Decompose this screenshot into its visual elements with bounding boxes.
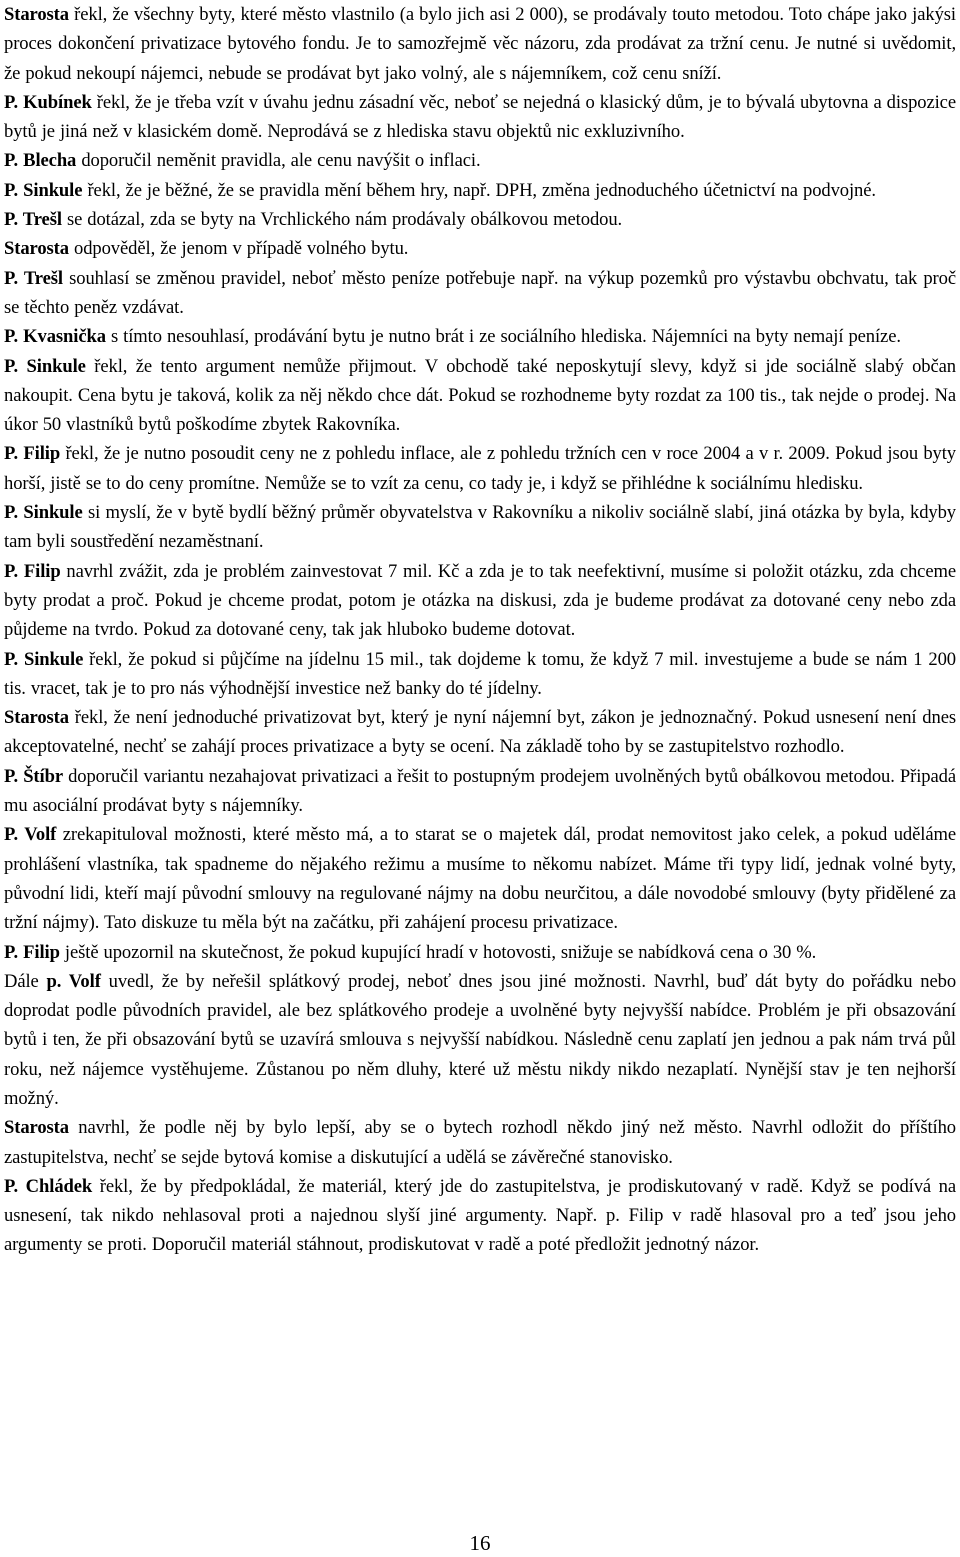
speaker-name: P. Sinkule	[4, 502, 83, 524]
paragraph-text: se dotázal, zda se byty na Vrchlického nám prodávaly obálkovou metodou.	[61, 209, 623, 231]
paragraph-text: s tímto nesouhlasí, prodávání bytu je nutno brát i ze sociálního hlediska. Nájemníci na byty nemají peníze.	[105, 326, 901, 348]
paragraph	[4, 762, 956, 821]
speaker-name: p. Volf	[46, 970, 101, 992]
speaker-name: P. Kubínek	[4, 91, 92, 113]
paragraph	[4, 0, 956, 88]
paragraph	[4, 88, 956, 147]
speaker-name: P. Chládek	[4, 1175, 93, 1197]
speaker-name: P. Filip	[4, 443, 61, 465]
paragraph	[4, 205, 956, 234]
paragraph	[4, 703, 956, 762]
paragraph	[4, 176, 956, 205]
speaker-name: P. Sinkule	[4, 179, 83, 201]
paragraph	[4, 967, 956, 1113]
paragraph	[4, 264, 956, 323]
speaker-name: Starosta	[4, 1117, 69, 1139]
paragraph-text: souhlasí se změnou pravidel, neboť město peníze potřebuje např. na výkup pozemků pro výstavbu obchvatu, tak proč se těchto peněz vzdávat.	[4, 267, 956, 318]
paragraph-text: si myslí, že v bytě bydlí běžný průměr obyvatelstva v Rakovníku a nikoliv sociálně slabí, jiná otázka by byla, kdyby tam byli soustředění nezaměstnaní.	[4, 502, 956, 553]
speaker-name: Starosta	[4, 707, 69, 729]
paragraph-text: doporučil variantu nezahajovat privatizaci a řešit to postupným prodejem uvolněných bytů obálkovou metodou. Připadá mu asociální prodávat byty s nájemníky.	[4, 765, 956, 817]
paragraph-text: řekl, že tento argument nemůže přijmout. V obchodě také neposkytují slevy, když si jde sociálně slabý občan nakoupit. Cena bytu je taková, kolik za něj někdo chce dát. Pokud se rozhodneme byty rozdat za 100 tis., tak nejde o prodej. Na úkor 50 vlastníků bytů poškodíme zbytek Rakovníka.	[4, 355, 956, 436]
minutes-text	[4, 0, 956, 1260]
paragraph-text: řekl, že není jednoduché privatizovat byt, který je nyní nájemní byt, zákon je jednoznačný. Pokud usnesení není dnes akceptovatelné, nechť se zahájí proces privatizace a byty se ocení. Na základě toho by se zastupitelstvo rozhodlo.	[4, 707, 956, 758]
paragraph	[4, 645, 956, 704]
paragraph	[4, 439, 956, 498]
paragraph	[4, 1172, 956, 1260]
paragraph	[4, 938, 956, 967]
paragraph	[4, 498, 956, 557]
page-number: 16	[469, 1531, 491, 1555]
paragraph-text: řekl, že pokud si půjčíme na jídelnu 15 mil., tak dojdeme k tomu, že když 7 mil. investujeme a bude se nám 1 200 tis. vracet, tak je to pro nás výhodnější investice než banky do té jídelny.	[4, 648, 956, 699]
paragraph-text: ještě upozornil na skutečnost, že pokud kupující hradí v hotovosti, snižuje se nabídková cena o 30 %.	[59, 941, 817, 963]
paragraph-lead: Dále	[4, 970, 47, 992]
paragraph	[4, 352, 956, 440]
paragraph-text: doporučil neměnit pravidla, ale cenu navýšit o inflaci.	[76, 150, 481, 172]
paragraph	[4, 146, 956, 175]
speaker-name: P. Kvasnička	[4, 326, 106, 348]
document-page	[4, 0, 956, 1557]
paragraph	[4, 557, 956, 645]
speaker-name: P. Trešl	[4, 209, 62, 231]
paragraph-text: řekl, že by předpokládal, že materiál, který jde do zastupitelstva, je prodiskutovaný v radě. Když se podívá na usnesení, tak nikdo nehlasoval proti a najednou slyší jiné argumenty. Např. p. Filip v radě hlasoval pro a teď jsou jeho argumenty se proti. Doporučil materiál stáhnout, prodiskutovat v radě a poté předložit jednotný názor.	[4, 1175, 956, 1256]
speaker-name: P. Sinkule	[4, 648, 84, 670]
paragraph-text: uvedl, že by neřešil splátkový prodej, neboť dnes jsou jiné možnosti. Navrhl, buď dát byty do pořádku nebo doprodat podle původních pravidel, ale bez splátkového prodeje a uvolněné byty nejvyšší nabídce. Problém je při obsazování bytů i ten, že při obsazování bytů se uzavírá smlouva s nejvyšší nabídkou. Následně cenu zaplatí jen jednou a pak nám trvá půl roku, než nájemce vystěhujeme. Zůstanou po něm dluhy, které už městu nikdy nikdo nezaplatí. Nynější stav je ten nejhorší možný.	[4, 970, 957, 1109]
speaker-name: P. Sinkule	[4, 355, 86, 377]
speaker-name: P. Filip	[4, 941, 60, 963]
speaker-name: P. Filip	[4, 560, 61, 582]
paragraph-text: zrekapituloval možnosti, které město má, a to starat se o majetek dál, prodat nemovitost jako celek, a pokud uděláme prohlášení vlastníka, tak spadneme do nějakého režimu a musíme to někomu nabízet. Máme tři typy lidí, jednak volné byty, původní lidi, kteří mají původní smlouvy na regulované nájmy na dobu neurčitou, a dále novodobé smlouvy (byty přidělené za tržní nájmy). Tato diskuze tu měla být na začátku, při zahájení procesu privatizace.	[4, 824, 956, 934]
speaker-name: Starosta	[4, 4, 69, 25]
paragraph-text: řekl, že všechny byty, které město vlastnilo (a bylo jich asi 2 000), se prodávaly touto metodou. Toto chápe jako jakýsi proces dokončení privatizace bytového fondu. Je to samozřejmě věc názoru, zda prodávat za tržní cenu. Je nutné si uvědomit, že pokud nekoupí nájemci, nebude se prodávat byt jako volný, ale s nájemníkem, což cenu sníží.	[4, 4, 956, 84]
paragraph	[4, 234, 956, 263]
paragraph-text: navrhl, že podle něj by bylo lepší, aby se o bytech rozhodl někdo jiný než město. Navrhl odložit do příštího zastupitelstva, nechť se sejde bytová komise a diskutující a udělá se závěrečné stanovisko.	[4, 1117, 956, 1168]
paragraph-text: odpověděl, že jenom v případě volného bytu.	[68, 238, 409, 260]
paragraph	[4, 322, 956, 351]
paragraph-text: řekl, že je běžné, že se pravidla mění během hry, např. DPH, změna jednoduchého účetnictví na podvojné.	[82, 179, 876, 201]
speaker-name: P. Blecha	[4, 150, 77, 172]
paragraph	[4, 1113, 956, 1172]
speaker-name: Starosta	[4, 238, 69, 260]
paragraph-text: navrhl zvážit, zda je problém zainvestovat 7 mil. Kč a zda je to tak neefektivní, musíme si položit otázku, zda chceme byty prodat a proč. Pokud je chceme prodat, potom je otázka na diskusi, zda je budeme prodávat za dotované ceny nebo zda půjdeme na tvrdo. Pokud za dotované ceny, tak jak hluboko budeme dotovat.	[4, 560, 956, 641]
speaker-name: P. Volf	[4, 824, 57, 846]
paragraph-text: řekl, že je třeba vzít v úvahu jednu zásadní věc, neboť se nejedná o klasický dům, je to bývalá ubytovna a dispozice bytů je jiná než v klasickém domě. Neprodává se z hlediska stavu objektů nic exkluzivního.	[4, 91, 956, 143]
speaker-name: P. Trešl	[4, 267, 63, 289]
paragraph	[4, 820, 956, 937]
speaker-name: P. Štíbr	[4, 765, 63, 787]
paragraph-text: řekl, že je nutno posoudit ceny ne z pohledu inflace, ale z pohledu tržních cen v roce 2004 a v r. 2009. Pokud jsou byty horší, jistě se to do ceny promítne. Nemůže se to vzít za cenu, co tady je, i když se přihlédne k sociálnímu hledisku.	[4, 443, 956, 494]
